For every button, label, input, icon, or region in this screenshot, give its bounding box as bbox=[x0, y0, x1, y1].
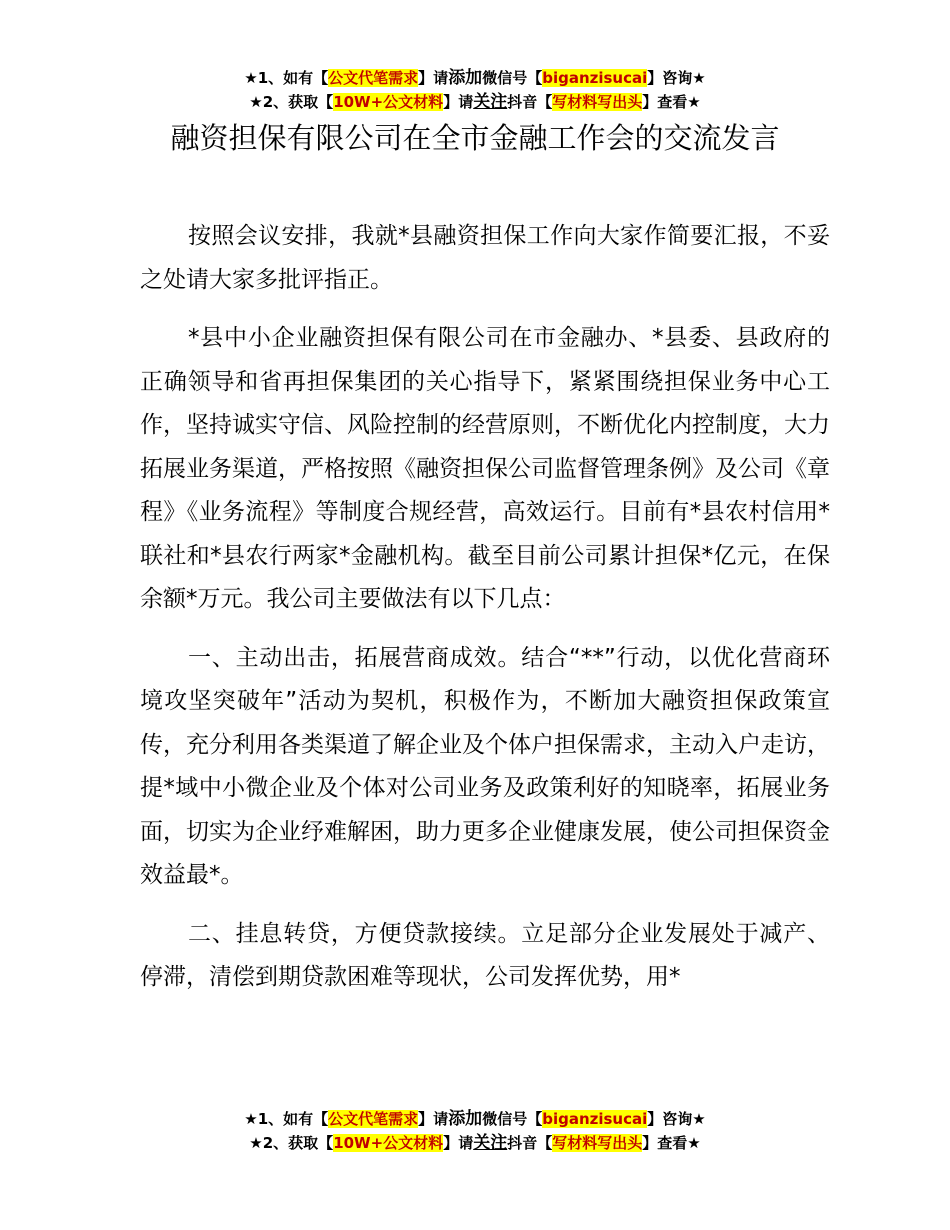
document-body bbox=[140, 215, 830, 1015]
ad-line-1-highlight-wechat: biganzisucai bbox=[542, 1110, 648, 1128]
paragraph-intro: 按照会议安排，我就*县融资担保工作向大家作简要汇报，不妥之处请大家多批评指正。 bbox=[140, 223, 830, 293]
ad-line-2-mid: 】请 bbox=[443, 93, 474, 111]
ad-line-1-mid2: 微信号【 bbox=[482, 69, 543, 87]
paragraph-point-two: 二、挂息转贷，方便贷款接续。立足部分企业发展处于减产、停滞，清偿到期贷款困难等现状，公司发挥优势，用* bbox=[140, 920, 830, 990]
ad-line-1-suffix: 】咨询★ bbox=[647, 69, 706, 87]
ad-line-1-prefix: ★1、如有【 bbox=[244, 69, 329, 87]
ad-line-2 bbox=[0, 90, 950, 114]
bottom-ad-banner bbox=[0, 1107, 950, 1155]
ad-line-2-suffix: 】查看★ bbox=[642, 93, 701, 111]
ad-line-1-highlight-service: 公文代笔需求 bbox=[328, 1110, 419, 1128]
ad-line-2-suffix: 】查看★ bbox=[642, 1134, 701, 1152]
ad-line-1-highlight-wechat: biganzisucai bbox=[542, 69, 648, 87]
paragraph-point-one: 一、主动出击，拓展营商成效。结合“**”行动，以优化营商环境攻坚突破年”活动为契机，积极作为，不断加大融资担保政策宣传，充分利用各类渠道了解企业及个体户担保需求，主动入户走访，提*域中小微企业及个体对公司业务及政策利好的知晓率，拓展业务面，切实为企业纾难解困，助力更多企业健康发展，使公司担保资金效益最*。 bbox=[140, 644, 830, 888]
ad-line-1 bbox=[0, 1107, 950, 1131]
paragraph-company-overview: *县中小企业融资担保有限公司在市金融办、*县委、县政府的正确领导和省再担保集团的关心指导下，紧紧围绕担保业务中心工作，坚持诚实守信、风险控制的经营原则，不断优化内控制度，大力拓展业务渠道，严格按照《融资担保公司监督管理条例》及公司《章程》《业务流程》等制度合规经营，高效运行。目前有*县农村信用*联社和*县农行两家*金融机构。截至目前公司累计担保*亿元，在保余额*万元。我公司主要做法有以下几点： bbox=[140, 325, 830, 612]
ad-line-1-mid: 】请 bbox=[418, 1110, 449, 1128]
ad-line-1-prefix: ★1、如有【 bbox=[244, 1110, 329, 1128]
ad-line-2-highlight-materials: 10W+公文材料 bbox=[333, 1134, 444, 1152]
ad-line-2-highlight-douyin: 写材料写出头 bbox=[552, 93, 643, 111]
ad-line-1-mid2: 微信号【 bbox=[482, 1110, 543, 1128]
ad-line-2 bbox=[0, 1131, 950, 1155]
ad-line-2-highlight-douyin: 写材料写出头 bbox=[552, 1134, 643, 1152]
ad-line-1-mid: 】请 bbox=[418, 69, 449, 87]
ad-line-1-emphasis: 添加 bbox=[448, 68, 483, 88]
ad-line-2-prefix: ★2、获取【 bbox=[249, 1134, 334, 1152]
ad-line-2-mid: 】请 bbox=[443, 1134, 474, 1152]
ad-line-1-emphasis: 添加 bbox=[448, 1109, 483, 1129]
ad-line-2-mid2: 抖音【 bbox=[507, 1134, 553, 1152]
ad-line-2-emphasis: 关注 bbox=[473, 1133, 508, 1153]
ad-line-1-highlight-service: 公文代笔需求 bbox=[328, 69, 419, 87]
ad-line-2-prefix: ★2、获取【 bbox=[249, 93, 334, 111]
ad-line-1 bbox=[0, 66, 950, 90]
document-title: 融资担保有限公司在全市金融工作会的交流发言 bbox=[170, 121, 780, 155]
ad-line-2-highlight-materials: 10W+公文材料 bbox=[333, 93, 444, 111]
ad-line-2-mid2: 抖音【 bbox=[507, 93, 553, 111]
ad-line-1-suffix: 】咨询★ bbox=[647, 1110, 706, 1128]
top-ad-banner bbox=[0, 66, 950, 114]
ad-line-2-emphasis: 关注 bbox=[473, 92, 508, 112]
